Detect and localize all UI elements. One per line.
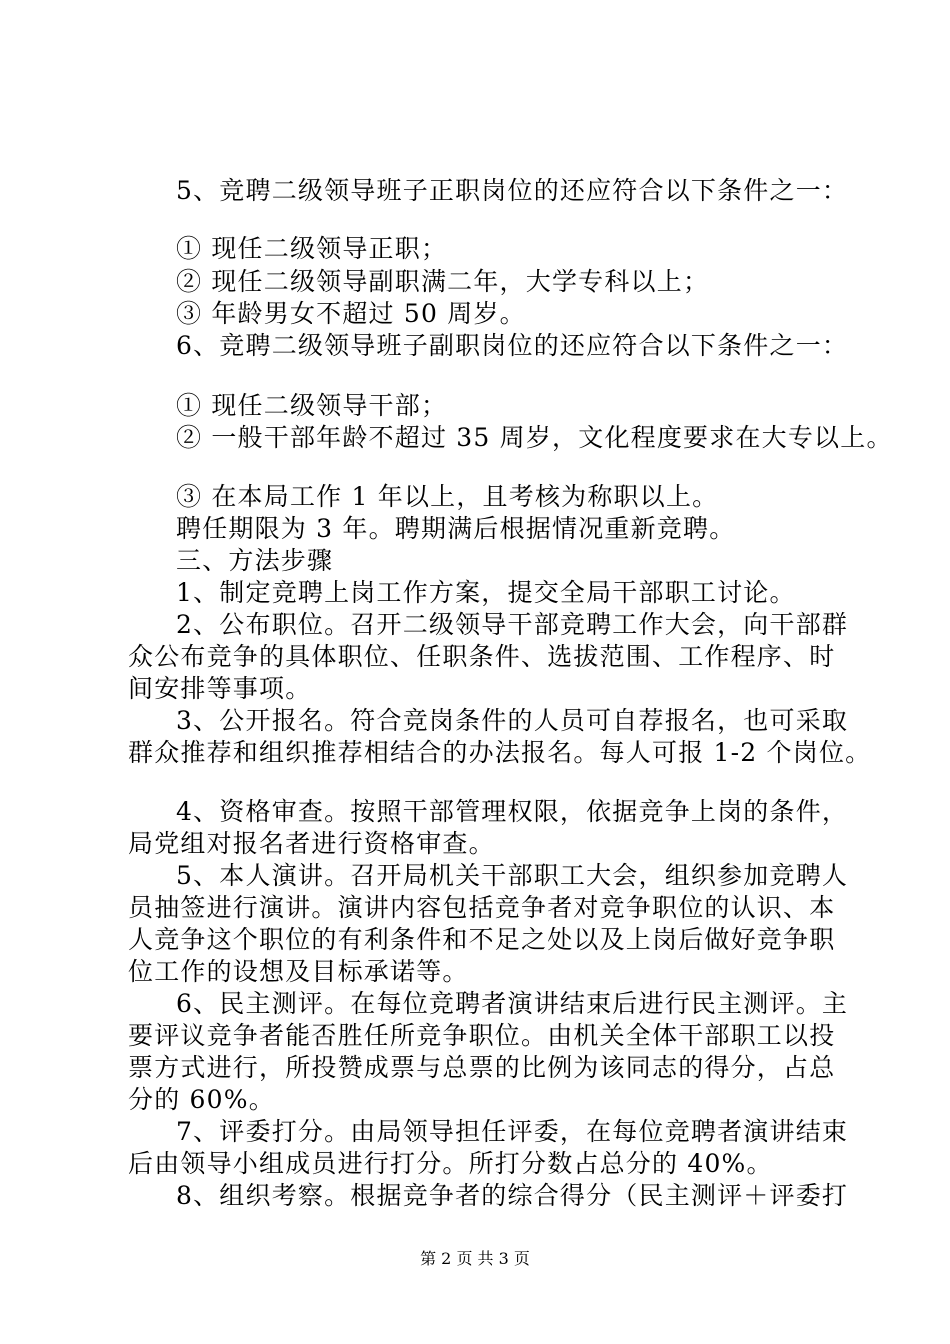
text-line: 位工作的设想及目标承诺等。: [128, 957, 469, 986]
text-line: 间安排等事项。: [128, 674, 312, 703]
text-line: ① 现任二级领导正职；: [176, 234, 448, 263]
text-line: 分的 60%。: [128, 1085, 275, 1114]
text-line: 票方式进行，所投赞成票与总票的比例为该同志的得分，占总: [128, 1053, 836, 1082]
text-line: ② 一般干部年龄不超过 35 周岁，文化程度要求在大专以上。: [176, 423, 893, 452]
text-line: 6、民主测评。在每位竞聘者演讲结束后进行民主测评。主: [176, 989, 849, 1018]
text-line: ③ 在本局工作 1 年以上，且考核为称职以上。: [176, 482, 719, 511]
text-line: ② 现任二级领导副职满二年，大学专科以上；: [176, 267, 710, 296]
section-heading: 三、方法步骤: [176, 546, 334, 575]
text-line: 7、评委打分。由局领导担任评委，在每位竞聘者演讲结束: [176, 1117, 849, 1146]
text-line: 聘任期限为 3 年。聘期满后根据情况重新竞聘。: [176, 514, 736, 543]
text-line: 人竞争这个职位的有利条件和不足之处以及上岗后做好竞争职: [128, 925, 836, 954]
text-line: 众公布竞争的具体职位、任职条件、选拔范围、工作程序、时: [128, 642, 836, 671]
text-line: ① 现任二级领导干部；: [176, 391, 448, 420]
text-line: 2、公布职位。召开二级领导干部竞聘工作大会，向干部群: [176, 610, 849, 639]
text-line: 要评议竞争者能否胜任所竞争职位。由机关全体干部职工以投: [128, 1021, 836, 1050]
text-line: 1、制定竞聘上岗工作方案，提交全局干部职工讨论。: [176, 578, 796, 607]
page-number-footer: 第 2 页 共 3 页: [420, 1249, 530, 1268]
text-line: ③ 年龄男女不超过 50 周岁。: [176, 299, 526, 328]
text-line: 后由领导小组成员进行打分。所打分数占总分的 40%。: [128, 1149, 773, 1178]
text-line: 3、公开报名。符合竞岗条件的人员可自荐报名，也可采取: [176, 706, 849, 735]
text-line: 5、本人演讲。召开局机关干部职工大会，组织参加竞聘人: [176, 861, 849, 890]
text-line: 群众推荐和组织推荐相结合的办法报名。每人可报 1-2 个岗位。: [128, 738, 872, 767]
text-line: 4、资格审查。按照干部管理权限，依据竞争上岗的条件，: [176, 797, 849, 826]
text-line: 6、竞聘二级领导班子副职岗位的还应符合以下条件之一：: [176, 331, 849, 360]
text-line: 8、组织考察。根据竞争者的综合得分（民主测评＋评委打: [176, 1181, 849, 1210]
text-line: 5、竞聘二级领导班子正职岗位的还应符合以下条件之一：: [176, 176, 849, 205]
text-line: 员抽签进行演讲。演讲内容包括竞争者对竞争职位的认识、本: [128, 893, 836, 922]
text-line: 局党组对报名者进行资格审查。: [128, 829, 495, 858]
